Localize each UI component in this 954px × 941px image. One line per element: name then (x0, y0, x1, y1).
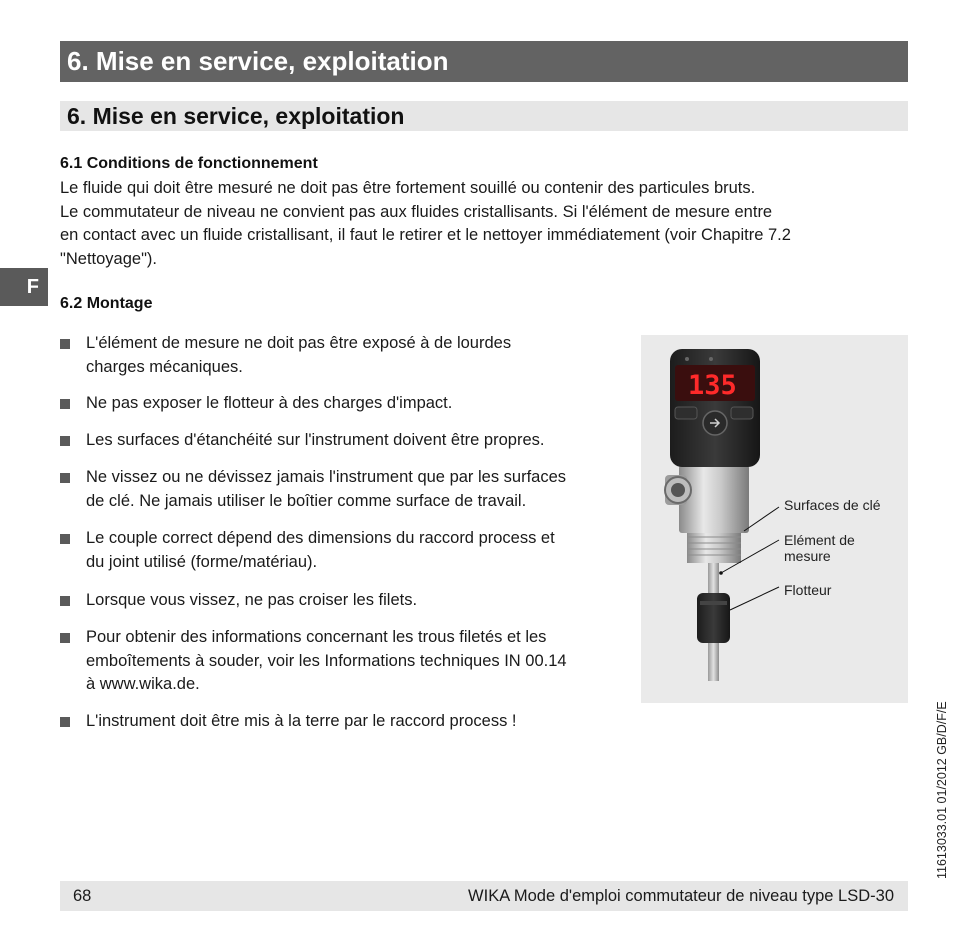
paragraph-line: "Nettoyage"). (60, 249, 158, 268)
list-item (60, 392, 635, 416)
list-item-text: Pour obtenir des informations concernant les trous filetés et les (86, 628, 547, 646)
heading-6-2: 6.2 Montage (60, 295, 153, 312)
list-item-text: emboîtements à souder, voir les Informations techniques IN 00.14 (86, 651, 567, 670)
list-item-text: Ne pas exposer le flotteur à des charges d'impact. (86, 394, 453, 412)
list-item-text: Les surfaces d'étanchéité sur l'instrument doivent être propres. (86, 431, 545, 449)
bullet-square-icon (60, 717, 70, 727)
language-tab-label: F (26, 275, 39, 298)
instrument-figure (641, 335, 908, 703)
bullet-square-icon (60, 596, 70, 606)
language-tab (0, 268, 48, 306)
paragraph-line: Le fluide qui doit être mesuré ne doit pas être fortement souillé ou contenir des particules bruts. (60, 179, 756, 197)
paragraph-line: en contact avec un fluide cristallisant, il faut le retirer et le nettoyer immédiatement (voir Chapitre 7.2 (60, 226, 791, 244)
footer-bar (60, 881, 908, 911)
list-item (60, 332, 635, 379)
list-item-text: à www.wika.de. (86, 675, 200, 693)
list-item (60, 429, 635, 453)
callout-wrench-flats: Surfaces de clé (784, 497, 881, 513)
callout-measuring-element (784, 532, 855, 564)
list-item (60, 527, 635, 574)
list-item-text: Ne vissez ou ne dévissez jamais l'instrument que par les surfaces (86, 468, 567, 486)
footer-title: WIKA Mode d'emploi commutateur de niveau type LSD-30 (468, 887, 894, 905)
list-item-text: Le couple correct dépend des dimensions du raccord process et (86, 529, 555, 547)
bullet-square-icon (60, 436, 70, 446)
document-number: 11613033.01 01/2012 GB/D/F/E (935, 701, 949, 879)
wrench-flat-body (679, 465, 749, 533)
list-item-text: L'élément de mesure ne doit pas être exposé à de lourdes (86, 334, 512, 352)
paragraph-line: Le commutateur de niveau ne convient pas aux fluides cristallisants. Si l'élément de mesure entre (60, 202, 773, 221)
chapter-title-banner (60, 41, 908, 82)
list-item-text: Lorsque vous vissez, ne pas croiser les filets. (86, 591, 418, 609)
list-item (60, 626, 635, 697)
bullet-square-icon (60, 633, 70, 643)
callout-line: Elément de (784, 532, 855, 548)
section-title-banner (60, 101, 908, 131)
section-title: 6. Mise en service, exploitation (67, 103, 405, 129)
bullet-square-icon (60, 473, 70, 483)
bullet-square-icon (60, 399, 70, 409)
list-item (60, 710, 635, 734)
list-item (60, 466, 635, 513)
heading-6-1: 6.1 Conditions de fonctionnement (60, 155, 318, 172)
paragraph-6-1 (60, 177, 880, 271)
bullet-square-icon (60, 534, 70, 544)
bullet-square-icon (60, 339, 70, 349)
display-value: 135 (688, 370, 737, 401)
list-item-text: charges mécaniques. (86, 357, 243, 376)
callout-float: Flotteur (784, 582, 832, 598)
list-item-text: de clé. Ne jamais utiliser le boîtier comme surface de travail. (86, 491, 527, 510)
list-item-text: du joint utilisé (forme/matériau). (86, 552, 318, 571)
float-body (697, 593, 730, 643)
callout-line: mesure (784, 548, 831, 564)
page-number: 68 (73, 887, 92, 905)
chapter-title: 6. Mise en service, exploitation (67, 46, 449, 76)
list-item (60, 589, 635, 613)
list-item-text: L'instrument doit être mis à la terre par le raccord process ! (86, 712, 517, 730)
level-switch-illustration (641, 335, 908, 703)
